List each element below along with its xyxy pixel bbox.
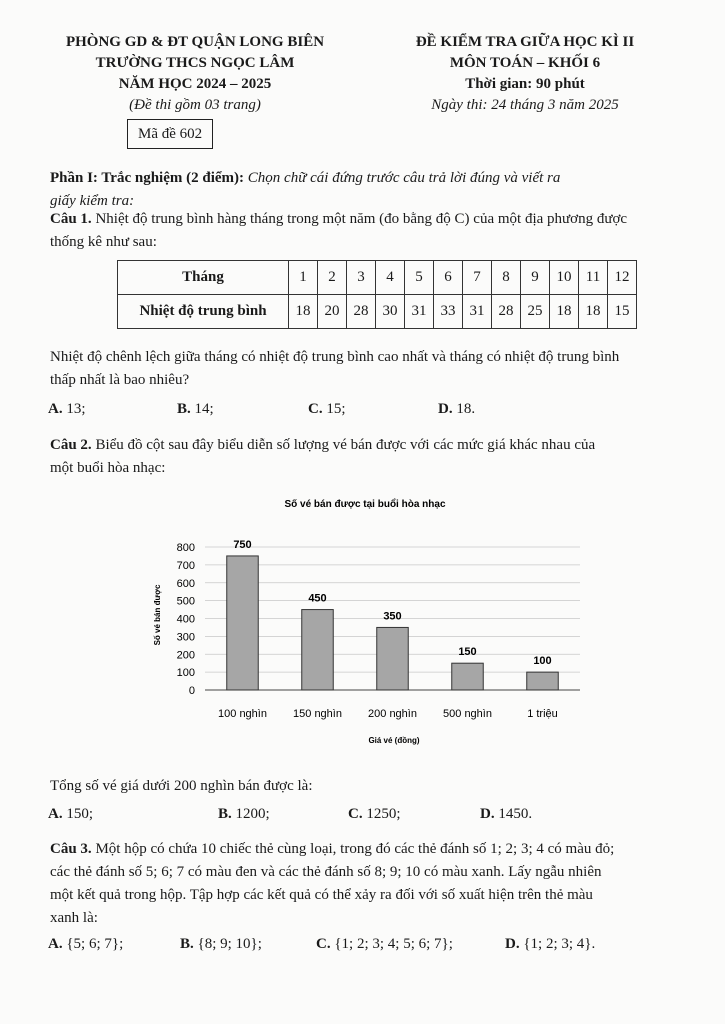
table-cell: 6 [434,261,463,295]
question-3-line-2: các thẻ đánh số 5; 6; 7 có màu đen và các thẻ đánh số 8; 9; 10 có màu xanh. Lấy ngẫu nhiên [50,864,602,880]
chart-y-axis-title: Số vé bán được [153,584,162,646]
chart-data-label: 750 [233,538,252,551]
chart-data-label: 450 [308,592,327,605]
q2-option-a [48,806,93,823]
table-cell: 11 [579,261,608,295]
option-text: {8; 9; 10}; [193,936,262,952]
chart-x-ticks [218,708,558,720]
q2-option-d [480,806,532,823]
table-cell: 12 [608,261,637,295]
question-3-line-1: Một hộp có chứa 10 chiếc thẻ cùng loại, trong đó các thẻ đánh số 1; 2; 3; 4 có màu đỏ; [95,841,615,857]
table-cell: 3 [347,261,376,295]
option-key: C. [316,936,331,952]
option-key: D. [505,936,520,952]
question-2-prompt: Tổng số vé giá dưới 200 nghìn bán được là: [50,778,313,794]
question-2-text: Biểu đồ cột sau đây biểu diễn số lượng vé bán được với các mức giá khác nhau của [95,437,596,453]
question-2-intro [50,434,700,480]
option-key: C. [308,401,323,417]
question-1-intro [50,208,700,254]
table-row [118,295,637,329]
chart-bar [377,627,409,690]
table-cell: 31 [405,295,434,329]
chart-bar [452,663,484,690]
part1-instruction-cont: giấy kiểm tra: [50,193,135,209]
table-cell: 28 [492,295,521,329]
question-3-label: Câu 3. [50,841,92,857]
table-row-label-month: Tháng [118,261,289,295]
temperature-table [117,260,637,329]
option-key: C. [348,806,363,822]
table-cell: 10 [550,261,579,295]
q3-option-d [505,936,595,953]
chart-bar [227,556,259,690]
question-3-line-4: xanh là: [50,910,98,926]
question-1-prompt-line-1: Nhiệt độ chênh lệch giữa tháng có nhiệt độ trung bình cao nhất và tháng có nhiệt độ trung bình [50,349,620,365]
header-right-line-1: ĐỀ KIỂM TRA GIỮA HỌC KÌ II [415,34,635,50]
header-left-line-2: TRƯỜNG THCS NGỌC LÂM [95,55,295,71]
part1-title: Phần I: Trắc nghiệm (2 điểm): [50,170,245,186]
q1-option-c [308,401,346,418]
q1-option-d [438,401,475,418]
question-1-prompt-line-2: thấp nhất là bao nhiêu? [50,372,190,388]
option-text: {1; 2; 3; 4; 5; 6; 7}; [330,936,453,952]
header-right-line-2: MÔN TOÁN – KHỐI 6 [449,55,601,71]
school-header [40,32,350,116]
header-left-line-1: PHÒNG GD & ĐT QUẬN LONG BIÊN [65,34,325,50]
table-cell: 33 [434,295,463,329]
q3-option-c [316,936,453,953]
table-cell: 20 [318,295,347,329]
chart-x-tick-label: 500 nghìn [443,708,492,720]
table-cell: 2 [318,261,347,295]
chart-y-tick-label: 200 [176,649,195,662]
q3-option-b [180,936,262,953]
option-key: B. [180,936,194,952]
chart-bar [302,610,334,690]
option-key: B. [218,806,232,822]
part1-instruction: Chọn chữ cái đứng trước câu trả lời đúng và viết ra [247,170,561,186]
table-cell: 30 [376,295,405,329]
chart-y-tick-label: 100 [176,667,195,680]
option-key: D. [480,806,495,822]
chart-y-ticks [177,542,195,697]
option-text: 18. [452,401,476,417]
exam-code-box: Mã đề 602 [127,119,213,149]
exam-header [375,32,675,116]
q2-option-b [218,806,270,823]
question-1-prompt [50,346,710,392]
part1-heading [50,167,690,213]
option-text: 1250; [362,806,401,822]
table-cell: 25 [521,295,550,329]
table-cell: 31 [463,295,492,329]
chart-y-tick-label: 800 [176,542,195,554]
q1-option-b [177,401,214,418]
chart-data-label: 350 [383,610,402,623]
option-text: {1; 2; 3; 4}. [519,936,596,952]
table-cell: 5 [405,261,434,295]
chart-y-tick-label: 700 [176,559,195,572]
header-left-note: (Đề thi gồm 03 trang) [129,97,261,113]
table-cell: 18 [550,295,579,329]
header-right-line-3: Thời gian: 90 phút [465,76,585,92]
chart-y-tick-label: 300 [176,631,195,644]
chart-bars [227,556,559,690]
chart-x-tick-label: 200 nghìn [368,708,417,720]
question-1-text: Nhiệt độ trung bình hàng tháng trong một năm (đo bằng độ C) của một địa phương được [95,211,628,227]
option-text: 15; [322,401,346,417]
option-key: A. [48,806,63,822]
chart-y-tick-label: 500 [176,595,195,608]
question-1-text-cont: thống kê như sau: [50,234,157,250]
chart-y-tick-label: 400 [176,613,195,626]
option-text: 13; [62,401,86,417]
chart-x-tick-label: 100 nghìn [218,708,267,720]
chart-data-label: 150 [458,646,477,659]
table-cell: 18 [579,295,608,329]
question-3-line-3: một kết quả trong hộp. Tập hợp các kết quả có thể xảy ra đối với số xuất hiện trên thẻ màu [50,887,593,903]
option-key: A. [48,401,63,417]
question-2-label: Câu 2. [50,437,92,453]
question-3 [50,838,715,930]
question-2-text-cont: một buổi hòa nhạc: [50,460,166,476]
table-row [118,261,637,295]
option-key: A. [48,936,63,952]
chart-bar [527,672,559,690]
option-text: 14; [190,401,214,417]
q1-option-a [48,401,86,418]
question-1-label: Câu 1. [50,211,92,227]
table-cell: 1 [289,261,318,295]
table-cell: 15 [608,295,637,329]
chart-x-axis-title: Giá vé (đồng) [368,736,420,745]
ticket-sales-chart [140,490,590,755]
header-left-line-3: NĂM HỌC 2024 – 2025 [118,76,272,92]
option-key: B. [177,401,191,417]
q3-option-a [48,936,123,953]
table-cell: 7 [463,261,492,295]
table-cell: 9 [521,261,550,295]
option-text: {5; 6; 7}; [62,936,124,952]
option-text: 1200; [231,806,270,822]
table-cell: 4 [376,261,405,295]
chart-x-tick-label: 150 nghìn [293,708,342,720]
table-cell: 8 [492,261,521,295]
table-cell: 18 [289,295,318,329]
q2-option-c [348,806,401,823]
chart-data-label: 100 [533,655,552,668]
chart-y-tick-label: 600 [176,577,195,590]
chart-title: Số vé bán được tại buổi hòa nhạc [284,499,446,510]
option-text: 150; [62,806,94,822]
table-row-label-temp: Nhiệt độ trung bình [118,295,289,329]
table-cell: 28 [347,295,376,329]
chart-x-tick-label: 1 triệu [527,708,558,720]
option-text: 1450. [494,806,533,822]
option-key: D. [438,401,453,417]
header-right-note: Ngày thi: 24 tháng 3 năm 2025 [431,97,619,113]
chart-y-tick-label: 0 [188,685,195,697]
